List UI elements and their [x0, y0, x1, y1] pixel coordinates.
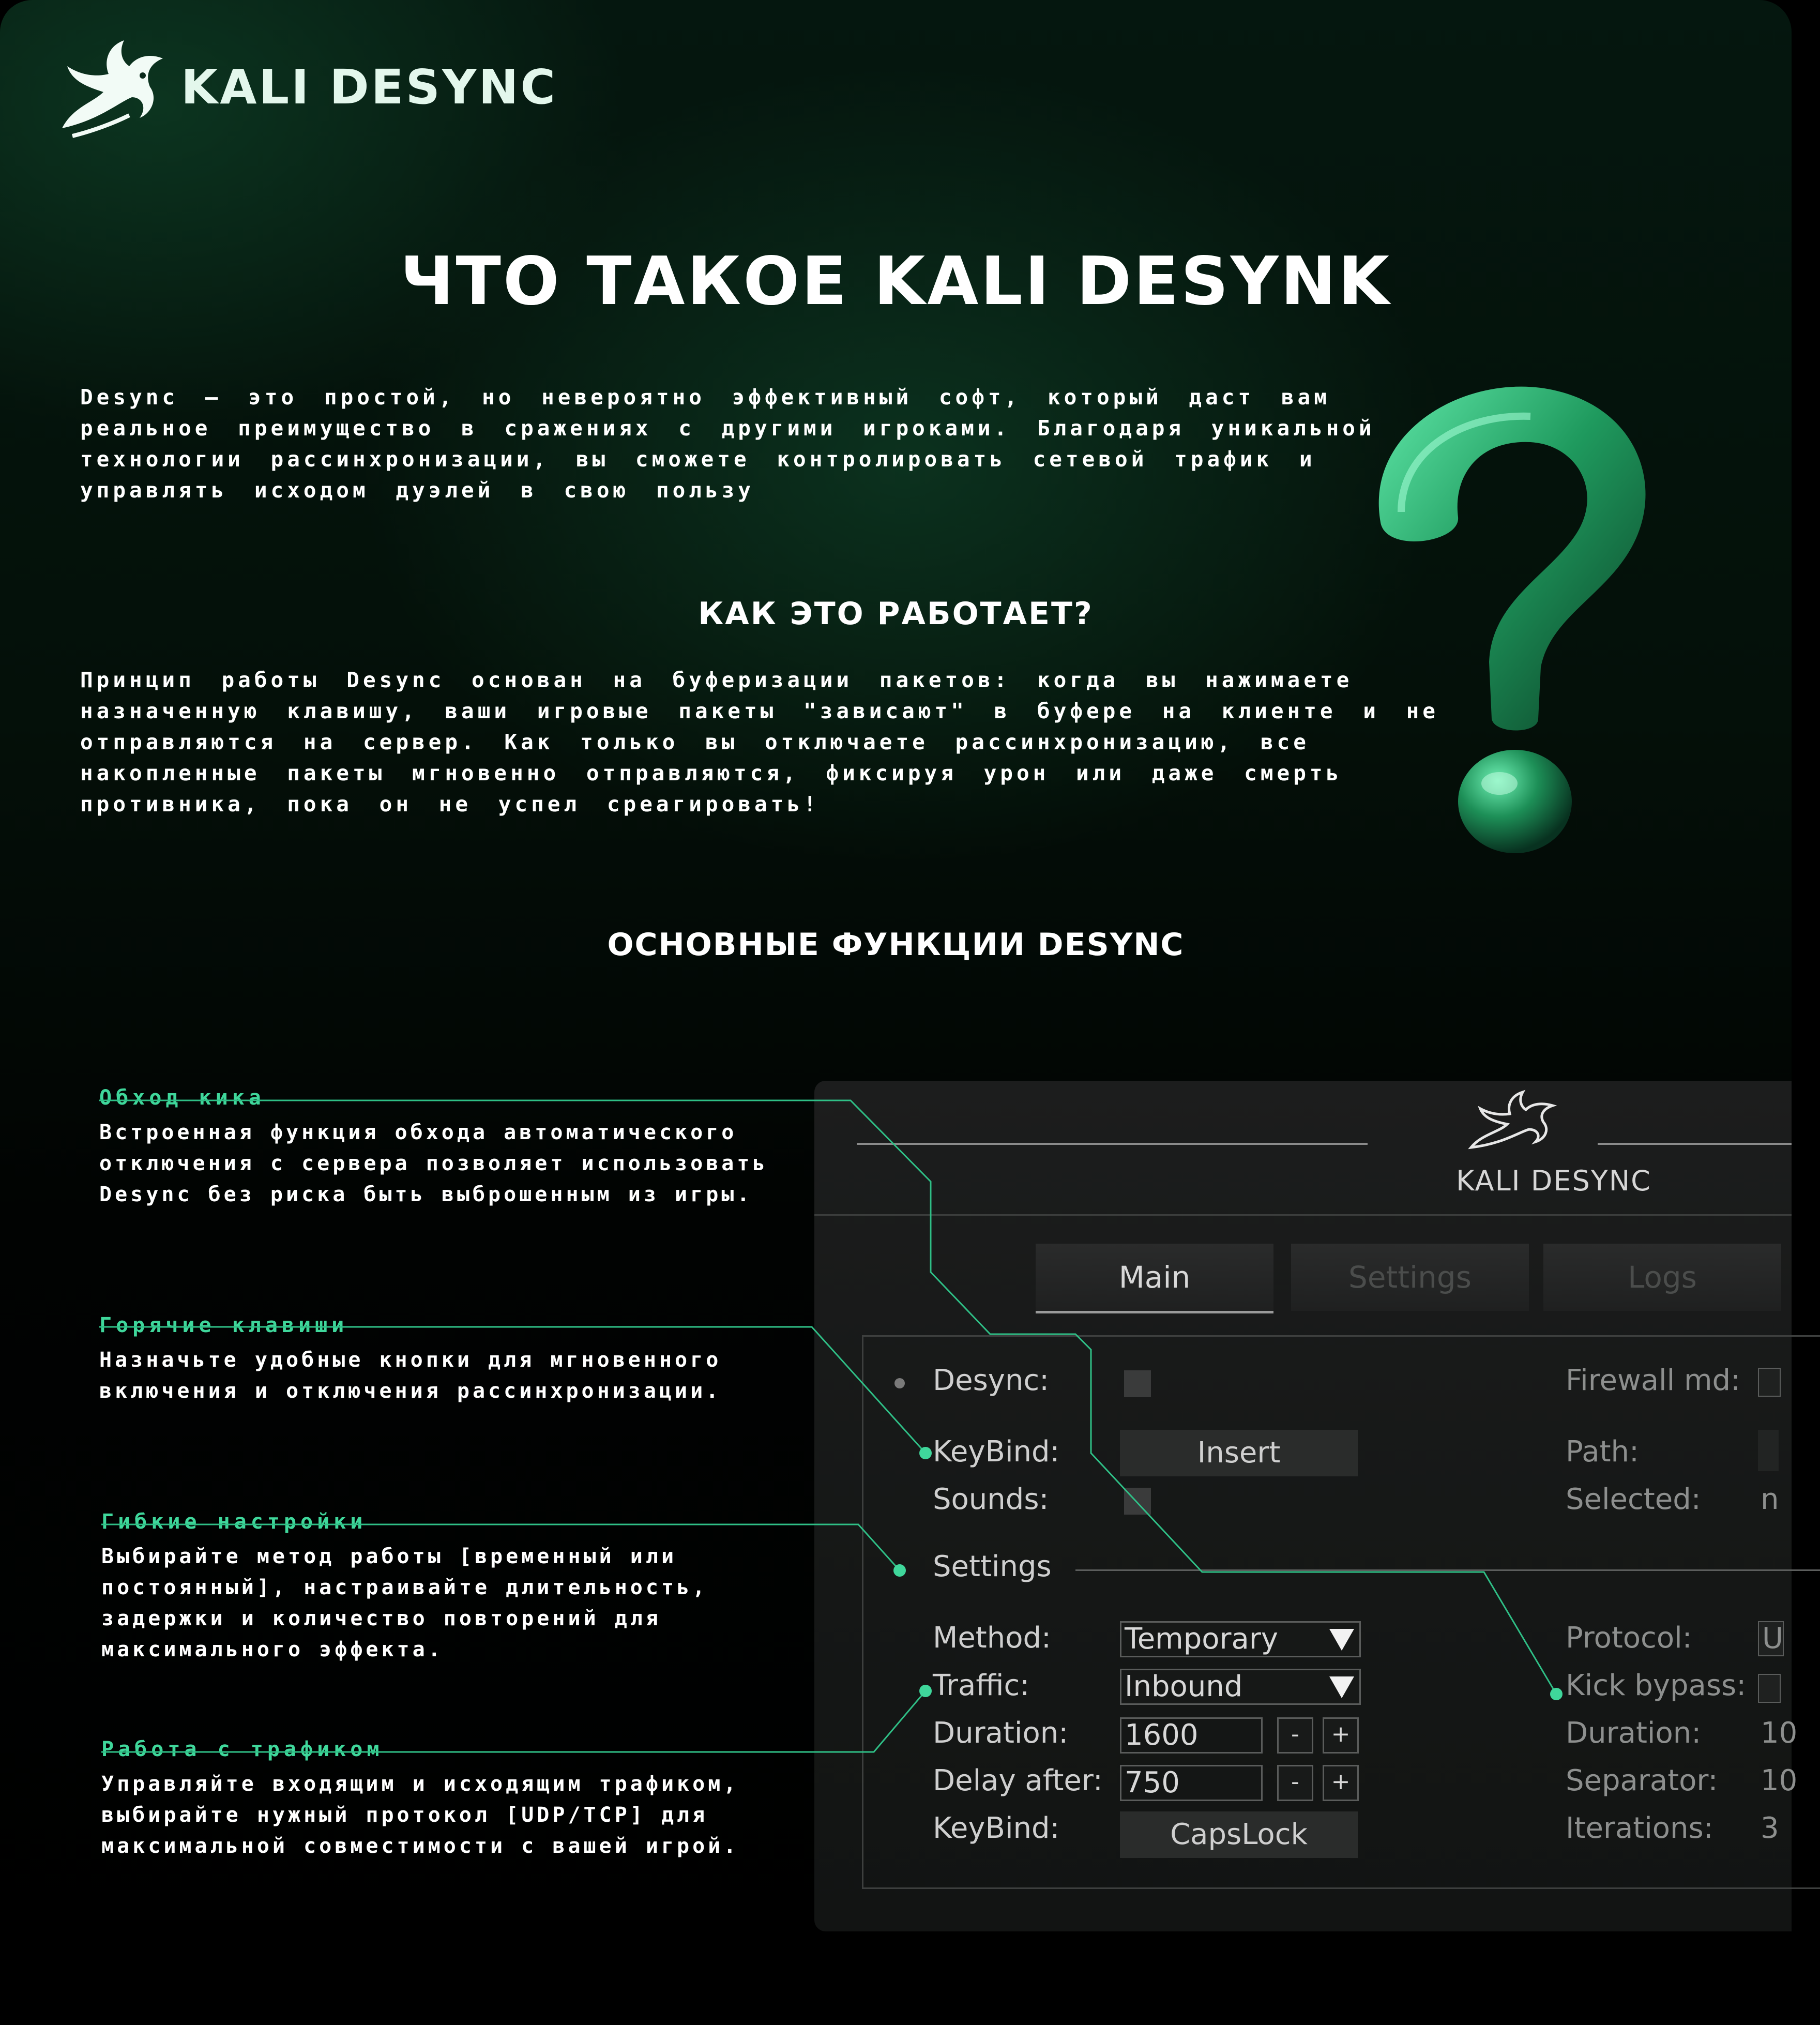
feature-flexible-settings: [101, 1510, 825, 1665]
desync-label: Desync:: [933, 1364, 1050, 1397]
brand-header: [41, 25, 557, 149]
main-panel: [862, 1335, 1820, 1889]
feature-description: Назначьте удобные кнопки для мгновенного включения и отключения рассинхронизации.: [99, 1348, 722, 1403]
app-window: [814, 1081, 1798, 1931]
dragon-logo-icon: [1450, 1088, 1574, 1155]
kick-bypass-label: Kick bypass:: [1566, 1669, 1747, 1702]
keybind2-label: KeyBind:: [933, 1811, 1060, 1845]
delay-after-input[interactable]: 750: [1120, 1765, 1263, 1801]
how-it-works-text: Принцип работы Desync основан на буферизации пакетов: когда вы нажимаете назначенную клавишу, ваши игровые пакеты "зависают" в буфере на клиенте и не отправляются на сервер. Как только вы отключаете рассинхронизацию, все накопленные пакеты мгновенно отправляются, фиксируя урон или даже смерть противника, пока он не успел среагировать!: [80, 668, 1439, 817]
traffic-select[interactable]: [1120, 1669, 1361, 1705]
delay-decrement-button[interactable]: -: [1277, 1765, 1313, 1801]
tab-settings[interactable]: Settings: [1291, 1244, 1529, 1311]
iterations-value[interactable]: 3: [1761, 1811, 1779, 1845]
bullet: [894, 1564, 905, 1575]
duration-increment-button[interactable]: +: [1323, 1717, 1359, 1754]
selected-value: n: [1761, 1483, 1779, 1516]
duration-decrement-button[interactable]: -: [1277, 1717, 1313, 1754]
delay-increment-button[interactable]: +: [1323, 1765, 1359, 1801]
dropdown-arrow-icon: [1327, 1672, 1356, 1701]
firewall-mode-label: Firewall md:: [1566, 1364, 1740, 1397]
duration-label: Duration:: [933, 1716, 1069, 1750]
kick-bypass-checkbox[interactable]: [1758, 1674, 1781, 1703]
separator-value[interactable]: 10: [1761, 1764, 1798, 1797]
duration-right-label: Duration:: [1566, 1716, 1702, 1750]
duration-input[interactable]: 1600: [1120, 1717, 1263, 1754]
settings-section-label: Settings: [933, 1550, 1052, 1583]
method-label: Method:: [933, 1621, 1051, 1655]
how-it-works-title: КАК ЭТО РАБОТАЕТ?: [698, 596, 1094, 632]
app-header: [814, 1081, 1792, 1215]
iterations-label: Iterations:: [1566, 1811, 1713, 1845]
brand-name: KALI DESYNC: [181, 59, 557, 115]
feature-title: Работа с трафиком: [101, 1737, 384, 1761]
app-title: KALI DESYNC: [1456, 1165, 1651, 1197]
path-field[interactable]: [1758, 1430, 1779, 1471]
tab-main[interactable]: Main: [1036, 1244, 1273, 1313]
intro-text: Desync — это простой, но невероятно эффективный софт, который даст вам реальное преимущество в сражениях с другими игроками. Благодаря уникальной технологии рассинхронизации, вы сможете контролировать сетевой трафик и управлять исходом дуэлей в свою пользу: [80, 385, 1375, 503]
page-title: ЧТО ТАКОЕ KALI DESYNK: [400, 243, 1391, 320]
header-separator: [814, 1214, 1792, 1216]
sounds-label: Sounds:: [933, 1483, 1049, 1516]
dropdown-arrow-icon: [1327, 1625, 1356, 1654]
keybind-button[interactable]: Insert: [1120, 1430, 1358, 1476]
delay-after-label: Delay after:: [933, 1764, 1103, 1797]
traffic-label: Traffic:: [933, 1669, 1030, 1702]
header-divider: [857, 1143, 1368, 1145]
tab-logs[interactable]: Logs: [1543, 1244, 1781, 1311]
method-value: Temporary: [1125, 1622, 1279, 1656]
feature-description: Управляйте входящим и исходящим трафиком, выбирайте нужный протокол [UDP/TCP] для максимальной совместимости с вашей игрой.: [101, 1772, 739, 1858]
feature-title: Горячие клавиши: [99, 1313, 348, 1337]
feature-description: Выбирайте метод работы [временный или постоянный], настраивайте длительность, задержки и количество повторений для максимального эффекта.: [101, 1545, 708, 1661]
path-label: Path:: [1566, 1435, 1639, 1469]
question-mark-icon: [1334, 357, 1675, 869]
feature-hotkeys: [99, 1313, 823, 1407]
firewall-mode-checkbox[interactable]: [1758, 1368, 1781, 1397]
feature-kick-bypass: [99, 1086, 823, 1210]
method-select[interactable]: [1120, 1621, 1361, 1657]
desync-checkbox[interactable]: [1124, 1370, 1151, 1397]
selected-label: Selected:: [1566, 1483, 1701, 1516]
keybind2-button[interactable]: CapsLock: [1120, 1811, 1358, 1858]
feature-title: Обход кика: [99, 1086, 265, 1110]
protocol-select[interactable]: U: [1758, 1621, 1784, 1656]
duration-right-value[interactable]: 10: [1761, 1716, 1798, 1750]
feature-title: Гибкие настройки: [101, 1510, 367, 1534]
traffic-value: Inbound: [1125, 1670, 1243, 1703]
separator-label: Separator:: [1566, 1764, 1718, 1797]
header-divider: [1598, 1143, 1792, 1145]
dragon-logo-icon: [41, 25, 171, 149]
protocol-label: Protocol:: [1566, 1621, 1692, 1655]
settings-divider: [1075, 1569, 1820, 1571]
bullet: [894, 1378, 905, 1388]
features-title: ОСНОВНЫЕ ФУНКЦИИ DESYNC: [607, 927, 1185, 963]
feature-description: Встроенная функция обхода автоматического отключения с сервера позволяет использовать Desync без риска быть выброшенным из игры.: [99, 1121, 768, 1206]
feature-traffic: [101, 1737, 825, 1862]
keybind-label: KeyBind:: [933, 1435, 1060, 1469]
sounds-checkbox[interactable]: [1124, 1488, 1151, 1515]
